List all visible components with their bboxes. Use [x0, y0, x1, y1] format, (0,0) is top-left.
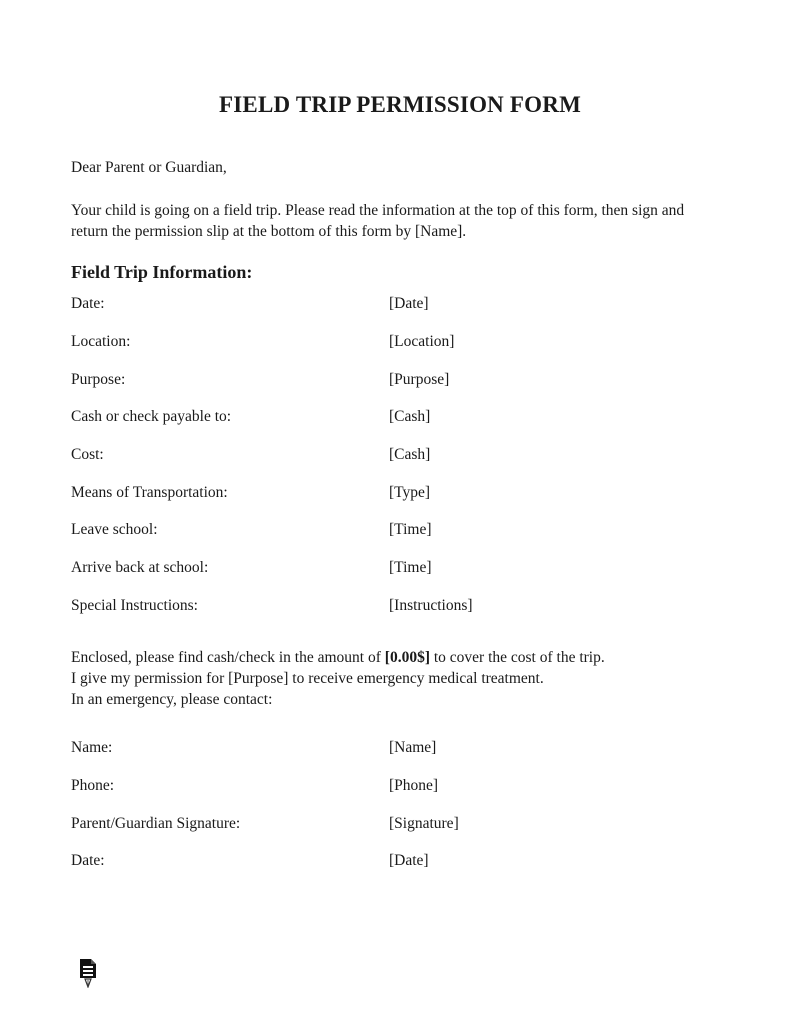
- info-label: Location:: [71, 333, 131, 350]
- info-heading: Field Trip Information:: [71, 262, 253, 282]
- info-value: [Type]: [389, 484, 431, 501]
- enclosed-line: [71, 647, 751, 668]
- contact-value: [Name]: [389, 739, 437, 756]
- info-label: Cash or check payable to:: [71, 408, 232, 425]
- info-label: Arrive back at school:: [71, 559, 209, 576]
- info-label: Leave school:: [71, 521, 158, 538]
- enclosed-amount: [0.00$]: [384, 649, 430, 666]
- intro-line-1: Your child is going on a field trip. Please read the information at the top of this form, then sign and: [71, 202, 685, 219]
- enclosed-suffix: to cover the cost of the trip.: [429, 649, 605, 666]
- info-value: [Cash]: [389, 446, 431, 463]
- info-row-arrive-back: [71, 559, 731, 581]
- info-value: [Location]: [389, 333, 455, 350]
- contact-value: [Date]: [389, 852, 429, 869]
- info-row-leave-school: [71, 521, 731, 543]
- info-row-transportation: [71, 484, 731, 506]
- info-label: Date:: [71, 295, 105, 312]
- contact-row-name: [71, 739, 731, 761]
- intro-paragraph: [71, 200, 751, 242]
- info-value: [Cash]: [389, 408, 431, 425]
- info-row-date: [71, 295, 731, 317]
- contact-value: [Signature]: [389, 815, 459, 832]
- contact-label: Date:: [71, 852, 105, 869]
- info-row-cost: [71, 446, 731, 468]
- consent-paragraph: [71, 647, 751, 710]
- info-value: [Instructions]: [389, 597, 473, 614]
- info-label: Cost:: [71, 446, 104, 463]
- info-value: [Date]: [389, 295, 429, 312]
- info-label: Purpose:: [71, 371, 126, 388]
- emergency-line: In an emergency, please contact:: [71, 691, 273, 708]
- contact-row-date: [71, 852, 731, 874]
- contact-label: Name:: [71, 739, 113, 756]
- contact-row-signature: [71, 815, 731, 837]
- info-value: [Time]: [389, 521, 432, 538]
- contact-label: Phone:: [71, 777, 115, 794]
- pen-document-icon: [78, 958, 98, 988]
- greeting: Dear Parent or Guardian,: [71, 159, 227, 176]
- info-value: [Purpose]: [389, 371, 450, 388]
- info-row-purpose: [71, 371, 731, 393]
- permission-line: I give my permission for [Purpose] to receive emergency medical treatment.: [71, 670, 544, 687]
- enclosed-prefix: Enclosed, please find cash/check in the amount of: [71, 649, 385, 666]
- info-label: Means of Transportation:: [71, 484, 228, 501]
- info-label: Special Instructions:: [71, 597, 198, 614]
- contact-row-phone: [71, 777, 731, 799]
- page-title: FIELD TRIP PERMISSION FORM: [219, 92, 581, 117]
- contact-value: [Phone]: [389, 777, 439, 794]
- contact-label: Parent/Guardian Signature:: [71, 815, 241, 832]
- info-row-location: [71, 333, 731, 355]
- info-row-special-instructions: [71, 597, 731, 619]
- intro-line-2: return the permission slip at the bottom of this form by [Name].: [71, 223, 467, 240]
- info-value: [Time]: [389, 559, 432, 576]
- info-row-payable-to: [71, 408, 731, 430]
